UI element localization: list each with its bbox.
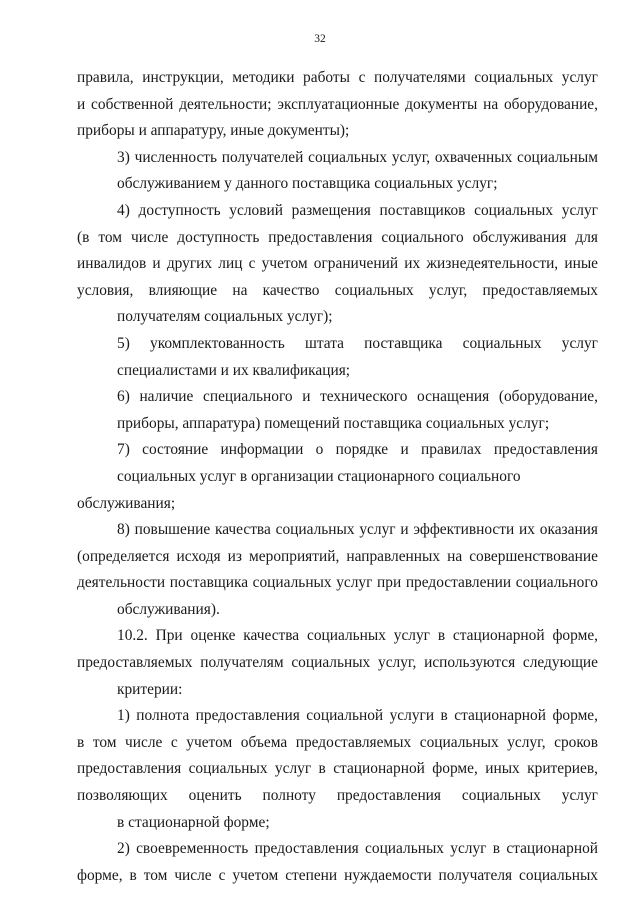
page-number: 32 (314, 33, 326, 45)
paragraph (77, 623, 598, 703)
text-line: предоставляемых получателям социальных услуг, используются следующие (77, 654, 598, 672)
text-line: предоставления социальных услуг в стационарной форме, иных критериев, (77, 760, 598, 778)
text-line: критерии: (117, 680, 183, 698)
paragraph (77, 836, 598, 889)
text-line: 2) своевременность предоставления социальных услуг в стационарной (117, 840, 598, 858)
paragraph (77, 145, 598, 198)
text-line: условия, влияющие на качество социальных услуг, предоставляемых (77, 281, 598, 299)
text-line: обслуживания). (117, 600, 220, 618)
text-line: социальных услуг в организации стационарного социального обслуживания; (77, 467, 521, 512)
text-line: приборы и аппаратуру, иные документы); (77, 122, 350, 140)
text-line: форме, в том числе с учетом степени нуждаемости получателя социальных (77, 866, 598, 884)
text-line: правила, инструкции, методики работы с получателями социальных услуг (77, 69, 598, 86)
text-line: 10.2. При оценке качества социальных услуг в стационарной форме, (117, 627, 598, 645)
text-line: получателям социальных услуг); (117, 308, 333, 326)
text-line: 4) доступность условий размещения поставщиков социальных услуг (117, 201, 598, 219)
text-line: приборы, аппаратура) помещений поставщика социальных услуг; (117, 414, 550, 432)
document-body (77, 65, 598, 889)
text-line: обслуживанием у данного поставщика социальных услуг; (117, 175, 498, 193)
paragraph (77, 384, 598, 437)
paragraph (77, 517, 598, 623)
text-line: 5) укомплектованность штата поставщика социальных услуг (117, 334, 598, 352)
paragraph (77, 65, 598, 145)
text-line: в стационарной форме; (117, 813, 270, 831)
text-line: инвалидов и других лиц с учетом ограничений их жизнедеятельности, иные (77, 255, 598, 273)
text-line: деятельности поставщика социальных услуг при предоставлении социального (77, 574, 598, 592)
paragraph (77, 198, 598, 331)
text-line: в том числе с учетом объема предоставляемых социальных услуг, сроков (77, 733, 598, 751)
text-line: и собственной деятельности; эксплуатационные документы на оборудование, (77, 95, 598, 113)
text-line: 3) численность получателей социальных услуг, охваченных социальным (117, 148, 598, 166)
text-line: (в том числе доступность предоставления социального обслуживания для (77, 228, 598, 246)
text-line: 8) повышение качества социальных услуг и эффективности их оказания (117, 521, 598, 539)
text-line: специалистами и их квалификация; (117, 361, 351, 379)
paragraph (77, 331, 598, 384)
paragraph (77, 703, 598, 836)
paragraph (77, 437, 598, 517)
text-line: позволяющих оценить полноту предоставления социальных услуг (77, 787, 598, 805)
text-line: 1) полнота предоставления социальной услуги в стационарной форме, (117, 707, 598, 725)
text-line: (определяется исходя из мероприятий, направленных на совершенствование (77, 547, 598, 565)
text-line: 7) состояние информации о порядке и правилах предоставления (117, 441, 598, 459)
text-line: 6) наличие специального и технического оснащения (оборудование, (117, 388, 598, 406)
